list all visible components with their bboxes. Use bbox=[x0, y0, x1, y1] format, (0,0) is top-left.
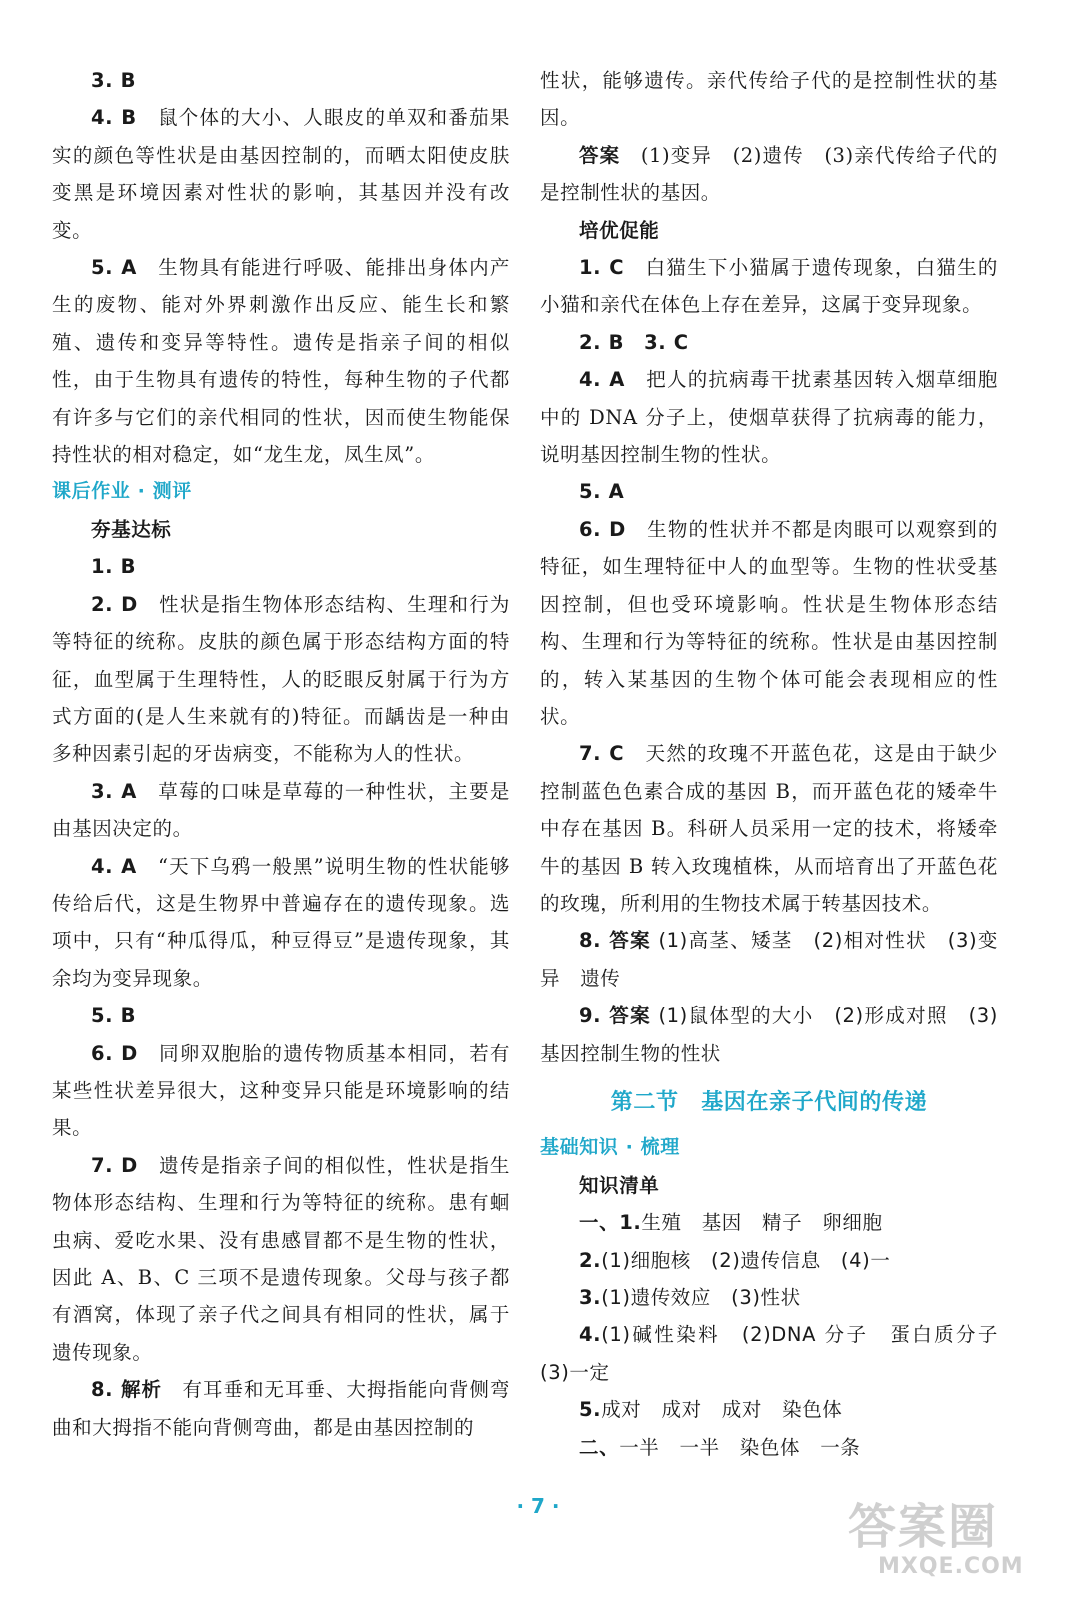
answer-item: 8. 解析 有耳垂和无耳垂、大拇指能向背侧弯曲和大拇指不能向背侧弯曲，都是由基因控制的 bbox=[52, 1378, 510, 1439]
answer-item: 9. 答案 (1)鼠体型的大小 (2)形成对照 (3)基因控制生物的性状 bbox=[540, 1004, 999, 1065]
list-item: 2.(1)细胞核 (2)遗传信息 (4)一 bbox=[579, 1248, 891, 1272]
page-number: · 7 · bbox=[516, 1494, 560, 1518]
answer-item: 6. D 生物的性状并不都是肉眼可以观察到的特征，如生理特征中人的血型等。生物的性状受基因控制，但也受环境影响。性状是生物体形态结构、生理和行为等特征的统称。性状是由基因控制的，转入某基因的生物个体可能会表现相应的性状。 bbox=[540, 517, 998, 728]
list-item: 5.成对 成对 成对 染色体 bbox=[579, 1398, 843, 1422]
answer-item: 2. B 3. C bbox=[579, 330, 689, 354]
answer-item: 1. B bbox=[91, 555, 137, 579]
watermark-text: 答案圈 bbox=[848, 1499, 999, 1555]
left-column bbox=[52, 62, 510, 1446]
right-column bbox=[540, 62, 1019, 1466]
list-item: 3.(1)遗传效应 (3)性状 bbox=[579, 1286, 801, 1309]
watermark-logo bbox=[848, 1484, 1058, 1590]
section-heading: 课后作业 · 测评 bbox=[52, 480, 192, 503]
answer-item: 1. C 白猫生下小猫属于遗传现象，白猫生的小猫和亲代在体色上存在差异，这属于变异现象。 bbox=[540, 256, 998, 317]
continued-text: 性状，能够遗传。亲代传给子代的是控制性状的基因。 bbox=[540, 69, 998, 130]
answer-item: 2. D 性状是指生物体形态结构、生理和行为等特征的统称。皮肤的颜色属于形态结构方面的特征，血型属于生理特性，人的眨眼反射属于行为方式方面的(是人生来就有的)特征。而龋齿是一种由多种因素引起的牙齿病变，不能称为人的性状。 bbox=[52, 592, 510, 766]
answer-item: 答案 (1)变异 (2)遗传 (3)亲代传给子代的是控制性状的基因。 bbox=[540, 143, 998, 205]
answer-item: 5. A bbox=[579, 480, 625, 504]
watermark-url: MXQE.COM bbox=[878, 1554, 1024, 1579]
answer-item: 4. A 把人的抗病毒干扰素基因转入烟草细胞中的 DNA 分子上，使烟草获得了抗病毒的能力，说明基因控制生物的性状。 bbox=[540, 368, 998, 467]
subsection-heading: 培优促能 bbox=[579, 218, 660, 242]
list-item: 二、一半 一半 染色体 一条 bbox=[579, 1435, 861, 1459]
answer-item: 4. B 鼠个体的大小、人眼皮的单双和番茄果实的颜色等性状是由基因控制的，而晒太阳使皮肤变黑是环境因素对性状的影响，其基因并没有改变。 bbox=[52, 106, 510, 242]
answer-item: 5. A 生物具有能进行呼吸、能排出身体内产生的废物、能对外界刺激作出反应、能生长和繁殖、遗传和变异等特性。遗传是指亲子间的相似性，由于生物具有遗传的特性，每种生物的子代都有许多与它们的亲代相同的性状，因而使生物能保持性状的相对稳定，如“龙生龙，凤生凤”。 bbox=[52, 256, 510, 467]
answer-item: 3. A 草莓的口味是草莓的一种性状，主要是由基因决定的。 bbox=[52, 779, 510, 841]
answer-item: 8. 答案 (1)高茎、矮茎 (2)相对性状 (3)变异 遗传 bbox=[540, 929, 999, 990]
answer-item: 4. A “天下乌鸦一般黑”说明生物的性状能够传给后代，这是生物界中普遍存在的遗传现象。选项中，只有“种瓜得瓜，种豆得豆”是遗传现象，其余均为变异现象。 bbox=[52, 854, 510, 990]
list-item: 4.(1)碱性染料 (2)DNA 分子 蛋白质分子 (3)一定 bbox=[540, 1323, 1019, 1384]
chapter-title: 第二节 基因在亲子代间的传递 bbox=[610, 1089, 928, 1115]
answer-item: 7. D 遗传是指亲子间的相似性，性状是指生物体形态结构、生理和行为等特征的统称。患有蛔虫病、爱吃水果、没有患感冒都不是生物的性状，因此 A、B、C 三项不是遗传现象。父母与孩子都有酒窝，体现了亲子代之间具有相同的性状，属于遗传现象。 bbox=[52, 1153, 510, 1364]
list-item: 一、1.生殖 基因 精子 卵细胞 bbox=[579, 1211, 883, 1235]
answer-item: 6. D 同卵双胞胎的遗传物质基本相同，若有某些性状差异很大，这种变异只能是环境影响的结果。 bbox=[52, 1041, 510, 1140]
answer-item: 5. B bbox=[91, 1004, 137, 1028]
section-heading: 基础知识 · 梳理 bbox=[540, 1136, 680, 1159]
answer-item: 3. B bbox=[91, 69, 137, 92]
subsection-heading: 知识清单 bbox=[579, 1173, 660, 1197]
answer-item: 7. C 天然的玫瑰不开蓝色花，这是由于缺少控制蓝色色素合成的基因 B，而开蓝色花的矮牵牛中存在基因 B。科研人员采用一定的技术，将矮牵牛的基因 B 转入玫瑰植株，从而培育出了开蓝色花的玫瑰，所利用的生物技术属于转基因技术。 bbox=[540, 742, 998, 915]
subsection-heading: 夯基达标 bbox=[91, 517, 172, 541]
